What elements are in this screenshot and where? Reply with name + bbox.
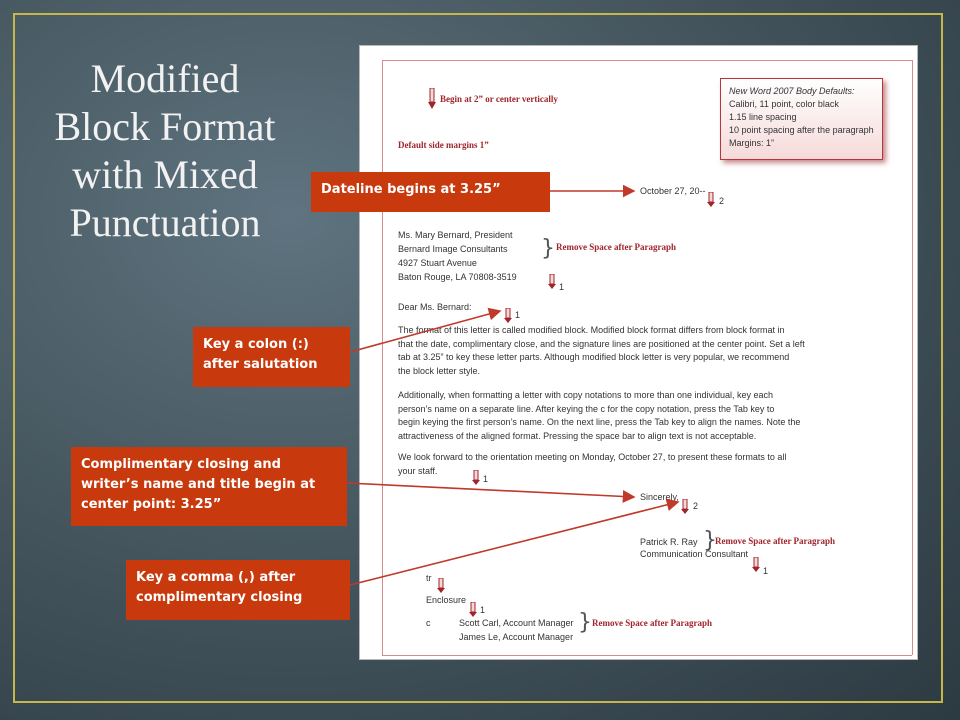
- title-line-2: Block Format: [54, 104, 276, 149]
- line-count: 1: [763, 566, 769, 576]
- defaults-line: Calibri, 11 point, color black: [729, 99, 839, 109]
- body-line: your staff.: [398, 465, 438, 476]
- body-line: tab at 3.25” to key these letter parts. Although modified block letter is very popular, we recommend: [398, 352, 790, 362]
- callout-text: center point: 3.25”: [81, 497, 222, 512]
- defaults-heading: New Word 2007 Body Defaults:: [729, 86, 855, 96]
- line-count: 1: [559, 282, 565, 292]
- reference-initials: tr: [426, 573, 432, 583]
- line-count: 1: [483, 474, 489, 484]
- line-count: 1: [515, 310, 521, 320]
- signature-title: Communication Consultant: [640, 549, 749, 559]
- dateline: October 27, 20--: [640, 186, 706, 196]
- callout-text: Dateline begins at 3.25”: [321, 182, 501, 197]
- callout-text: after salutation: [203, 357, 318, 372]
- copy-notation: c: [426, 618, 431, 628]
- body-line: person’s name on a separate line. After keying the c for the copy notation, press the Tab key to: [398, 403, 775, 414]
- brace-icon: }: [541, 236, 555, 261]
- title-line-3: with Mixed: [72, 152, 258, 197]
- body-line: that the date, complimentary close, and the signature lines are positioned at the center point. Set a left: [398, 338, 805, 349]
- line-count: 2: [719, 196, 725, 206]
- address-line: Bernard Image Consultants: [398, 244, 508, 254]
- copy-recipient: James Le, Account Manager: [459, 632, 574, 642]
- arrow-to-salutation: [350, 311, 500, 352]
- signature-name: Patrick R. Ray: [640, 537, 698, 547]
- callout-text: Complimentary closing and: [81, 457, 281, 472]
- note-side-margins: Default side margins 1”: [398, 140, 489, 150]
- line-count: 2: [693, 501, 699, 511]
- note-remove-space: Remove Space after Paragraph: [556, 242, 677, 252]
- arrow-to-closing: [347, 483, 634, 497]
- note-remove-space: Remove Space after Paragraph: [715, 536, 836, 546]
- note-begin-position: Begin at 2” or center vertically: [440, 94, 558, 104]
- body-line: begin keying the first person’s name. On the next line, press the Tab key to align the names. Note the: [398, 417, 801, 427]
- body-line: The format of this letter is called modified block. Modified block format differs from block format in: [398, 325, 785, 335]
- title-line-1: Modified: [90, 56, 240, 101]
- brace-icon: }: [578, 610, 592, 635]
- defaults-line: 10 point spacing after the paragraph: [729, 125, 874, 135]
- body-line: the block letter style.: [398, 365, 481, 376]
- brace-icon: }: [703, 528, 717, 553]
- arrow-to-comma: [350, 502, 678, 585]
- defaults-line: Margins: 1”: [729, 138, 775, 148]
- defaults-line: 1.15 line spacing: [729, 112, 797, 122]
- body-line: We look forward to the orientation meeting on Monday, October 27, to present these formats to all: [398, 452, 787, 462]
- salutation: Dear Ms. Bernard:: [398, 302, 472, 312]
- body-line: attractiveness of the aligned format. Pressing the space bar to align text is not acceptable.: [398, 430, 757, 441]
- enclosure-notation: Enclosure: [426, 595, 467, 605]
- body-line: Additionally, when formatting a letter with copy notations to more than one individual, key each: [398, 390, 774, 400]
- title-line-4: Punctuation: [69, 200, 261, 245]
- note-remove-space: Remove Space after Paragraph: [592, 618, 713, 628]
- complimentary-closing: Sincerely,: [640, 492, 679, 502]
- copy-recipient: Scott Carl, Account Manager: [459, 618, 574, 628]
- address-line: 4927 Stuart Avenue: [398, 258, 477, 268]
- callout-text: Key a comma (,) after: [136, 570, 296, 585]
- line-count: 1: [480, 605, 486, 615]
- address-line: Ms. Mary Bernard, President: [398, 230, 513, 240]
- callout-text: writer’s name and title begin at: [81, 477, 316, 492]
- callout-text: complimentary closing: [136, 590, 303, 605]
- callout-text: Key a colon (:): [203, 337, 309, 352]
- address-line: Baton Rouge, LA 70808-3519: [398, 272, 517, 282]
